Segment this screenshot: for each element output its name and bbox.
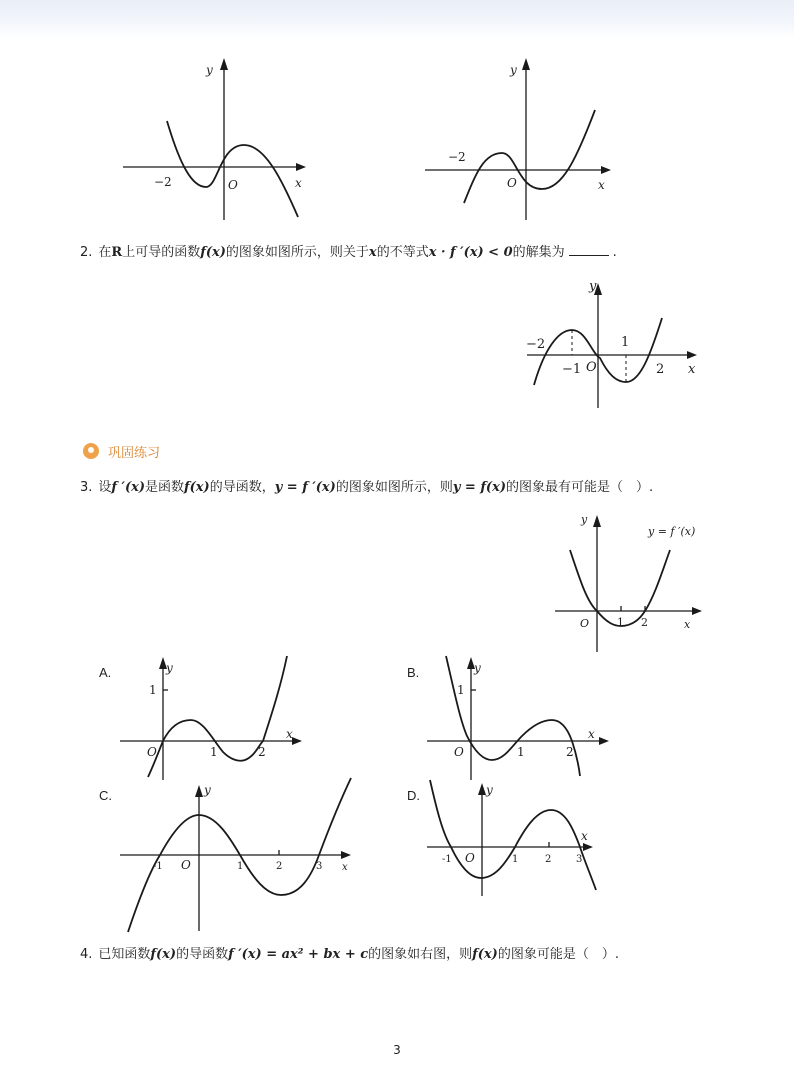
origin-label: O xyxy=(586,360,597,375)
question-number: 2. xyxy=(80,245,93,260)
option-b-graph[interactable] xyxy=(422,650,617,785)
curve xyxy=(464,110,595,203)
tick-label: 1 xyxy=(621,335,630,350)
tick-label: -1 xyxy=(442,854,452,865)
x-axis-label: x xyxy=(581,829,588,843)
x-axis-label: x xyxy=(295,176,302,190)
x-axis-arrow xyxy=(687,351,697,359)
tick-label: 2 xyxy=(641,616,648,629)
option-a-graph[interactable] xyxy=(115,650,310,785)
x-axis-label: x xyxy=(286,727,293,741)
x-axis-arrow xyxy=(341,851,351,859)
option-b-label[interactable]: B. xyxy=(407,665,420,680)
tick-label: 1 xyxy=(617,616,624,629)
x-axis-label: x xyxy=(342,862,348,873)
question-3: 3. 设f ′(x)是函数f(x)的导函数，y = f ′(x)的图象如图所示，则y = f(x)的图象最有可能是（ ）. xyxy=(80,480,654,495)
option-c-label[interactable]: C. xyxy=(99,788,112,803)
y-axis-arrow xyxy=(220,58,228,70)
curve xyxy=(446,656,580,776)
tick-label: 2 xyxy=(545,854,552,865)
question-2: 2. 在R上可导的函数f(x)的图象如图所示，则关于x的不等式x · f ′(x) < 0的解集为 . xyxy=(80,245,617,260)
tick-label: 1 xyxy=(517,745,525,759)
y-axis-arrow xyxy=(195,785,203,797)
tick-label: -1 xyxy=(153,861,163,872)
y-axis-arrow xyxy=(522,58,530,70)
y-axis-label: y xyxy=(581,513,588,526)
graph-top-right xyxy=(420,55,620,225)
y-axis-label: y xyxy=(589,279,597,294)
tick-label: 2 xyxy=(566,745,574,759)
tick-label: 1 xyxy=(457,683,465,697)
tick-label: −2 xyxy=(448,150,466,164)
origin-label: O xyxy=(228,178,238,192)
tick-label: 3 xyxy=(316,861,323,872)
tick-label: 3 xyxy=(576,854,583,865)
tick-label: 1 xyxy=(237,861,244,872)
answer-blank[interactable] xyxy=(569,243,609,256)
question-4: 4. 已知函数f(x)的导函数f ′(x) = ax² + bx + c的图象如右图，则f(x)的图象可能是（ ）. xyxy=(80,947,619,962)
tick-label: 2 xyxy=(258,745,266,759)
y-axis-arrow xyxy=(593,515,601,527)
origin-label: O xyxy=(580,617,590,630)
page-number: 3 xyxy=(393,1043,401,1057)
option-d-graph[interactable] xyxy=(425,776,600,901)
x-axis-label: x xyxy=(684,618,691,631)
option-a-label[interactable]: A. xyxy=(99,665,112,680)
origin-label: O xyxy=(181,858,191,872)
curve xyxy=(430,780,596,890)
section-title: 巩固练习 xyxy=(108,445,161,461)
tick-label: −2 xyxy=(526,337,546,352)
y-axis-label: y xyxy=(510,63,517,77)
curve-label: y = f ′(x) xyxy=(648,525,696,538)
origin-label: O xyxy=(465,851,475,865)
y-axis-label: y xyxy=(474,661,481,675)
y-axis-arrow xyxy=(478,783,486,795)
tick-label: −2 xyxy=(154,175,172,189)
tick-label: 1 xyxy=(149,683,157,697)
tick-label: −1 xyxy=(562,362,582,377)
y-axis-label: y xyxy=(486,783,493,797)
x-axis-arrow xyxy=(692,607,702,615)
y-axis-label: y xyxy=(206,63,213,77)
origin-label: O xyxy=(454,745,464,759)
x-axis-arrow xyxy=(583,843,593,851)
option-c-graph[interactable] xyxy=(118,776,358,936)
tick-label: 1 xyxy=(512,854,519,865)
x-axis-arrow xyxy=(296,163,306,171)
curve xyxy=(570,550,670,626)
tick-label: 1 xyxy=(210,745,218,759)
y-axis-label: y xyxy=(204,783,211,797)
x-axis-label: x xyxy=(588,727,595,741)
x-axis-arrow xyxy=(292,737,302,745)
lightbulb-icon xyxy=(83,443,99,459)
x-axis-arrow xyxy=(599,737,609,745)
question-number: 4. xyxy=(80,947,93,962)
origin-label: O xyxy=(507,176,517,190)
graph-top-left xyxy=(120,55,310,225)
graph-q2 xyxy=(522,278,702,413)
x-axis-arrow xyxy=(601,166,611,174)
question-number: 3. xyxy=(80,480,93,495)
tick-label: 2 xyxy=(276,861,283,872)
option-d-label[interactable]: D. xyxy=(407,788,420,803)
x-axis-label: x xyxy=(688,362,696,377)
y-axis-label: y xyxy=(166,661,173,675)
header-band xyxy=(0,0,794,38)
x-axis-label: x xyxy=(598,178,605,192)
graph-q3-derivative xyxy=(552,510,707,655)
tick-label: 2 xyxy=(656,362,665,377)
curve xyxy=(167,121,298,217)
section-heading xyxy=(83,441,160,461)
origin-label: O xyxy=(147,745,157,759)
